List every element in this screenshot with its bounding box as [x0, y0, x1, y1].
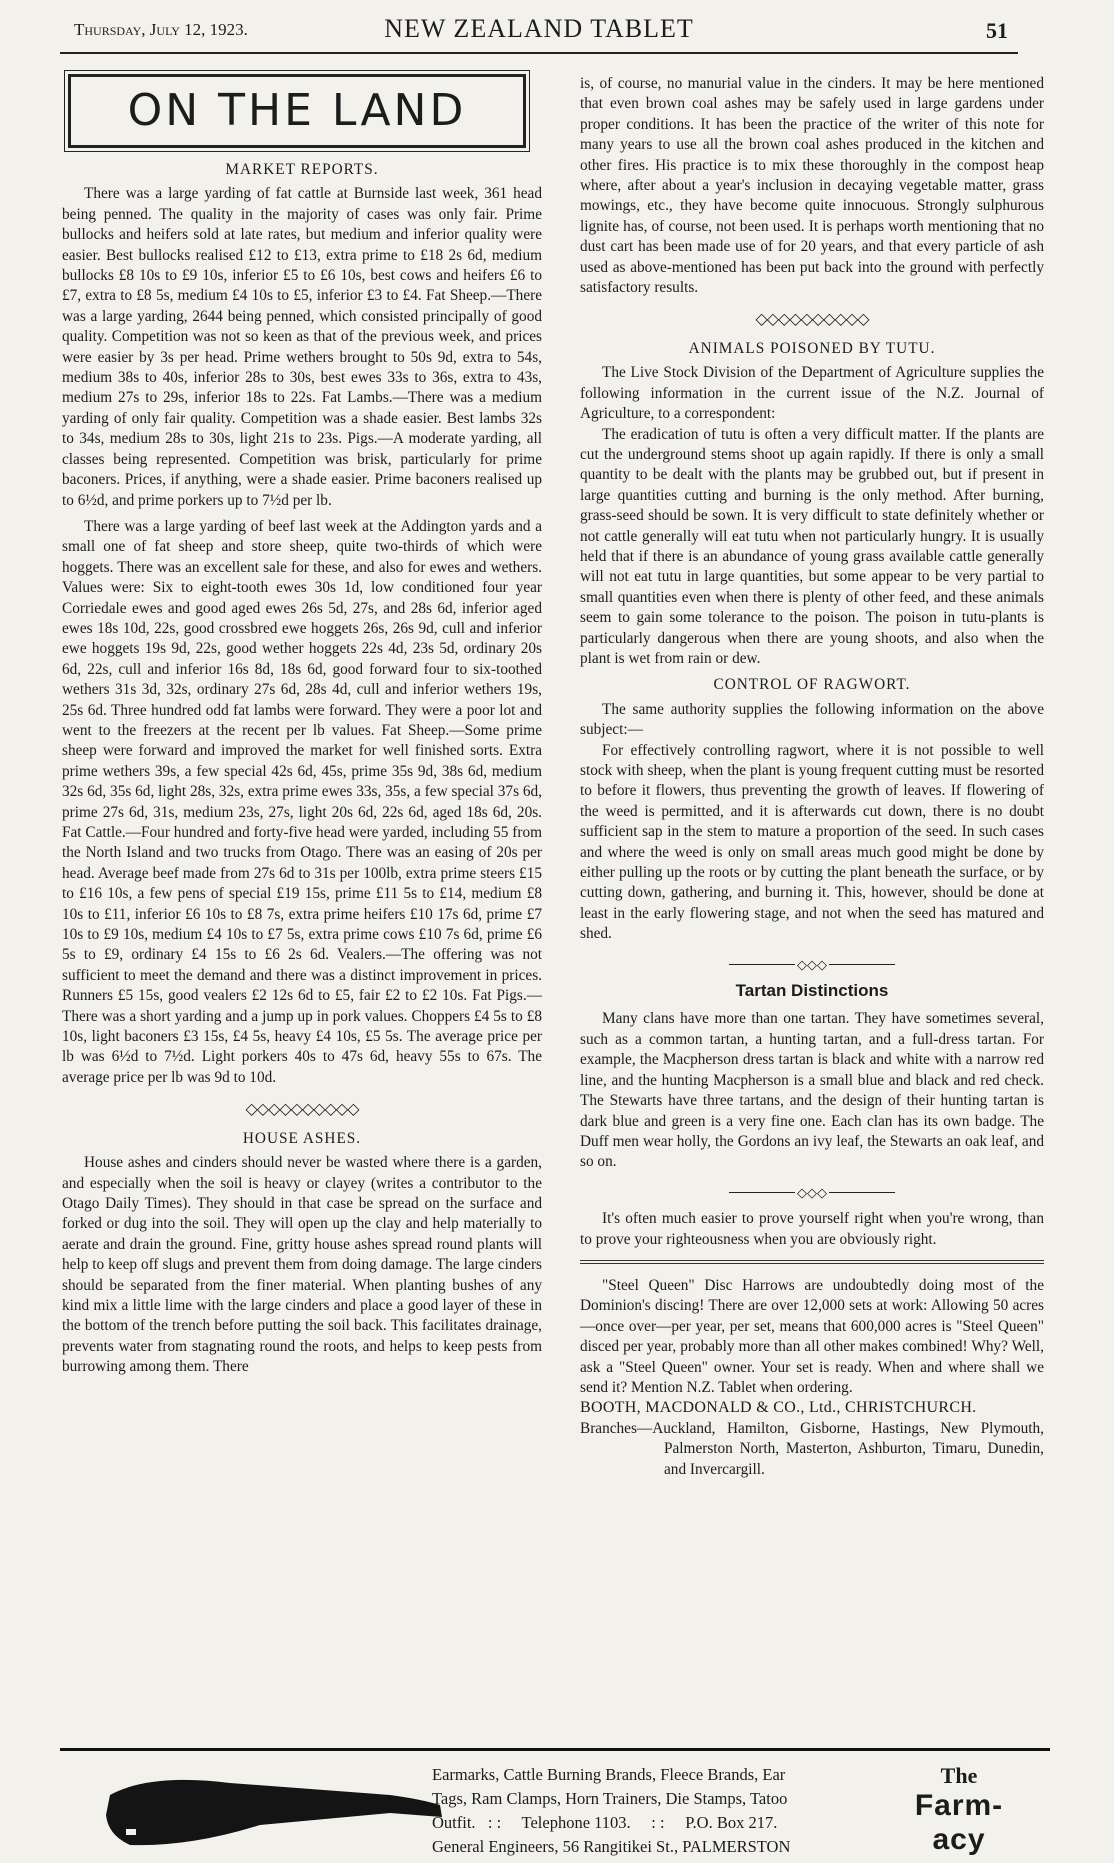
tartan-paragraph: Many clans have more than one tartan. They have sometimes several, such as a common tartan, a hunting tartan, and a full-dress tartan. For example, the Macpherson dress tartan is black and white with a narrow red line, and the hunting Macpherson is a small blue and black and red check. The Stewarts have three tartans, and the design of their hunting tartan is dark blue and green is a very fine one. Each clan has its own badge. The Duff men wear holly, the Gordons an ivy leaf, the Stewarts an oak leaf, and so on.: [580, 1010, 1044, 1171]
branding-iron-illustration: [90, 1765, 450, 1855]
ragwort-intro-paragraph: The same authority supplies the following information on the above subject:—: [580, 700, 1044, 739]
diamond-ornament: ◇◇◇◇◇◇◇◇◇◇: [755, 311, 869, 329]
logo-farmacy: Farm-acy: [914, 1789, 1004, 1856]
advert-line: Earmarks, Cattle Burning Brands, Fleece Brands, Ear: [432, 1765, 786, 1784]
publication-title: NEW ZEALAND TABLET: [384, 14, 694, 43]
advert-branches: Branches—Auckland, Hamilton, Gisborne, Hastings, New Plymouth, Palmerston North, Masterton, Ashburton, Timaru, Dunedin, and Invercargill.: [580, 1419, 1044, 1478]
market-paragraph-burnside: There was a large yarding of fat cattle at Burnside last week, 361 head being penned. The quality in the majority of cases was only fair. Prime bullocks and heifers sold at late rates, but medium and inferior quality were easier. Best bullocks realised £12 to £13, extra prime to £18 2s 6d, medium bullocks £8 10s to £9 10s, inferior £5 to £6 10s, best cows and heifers £6 to £7, extra to £8 5s, medium £4 10s to £5, inferior £3 to £4. Fat Sheep.—There was a large yarding, 2644 being penned, which consisted principally of good quality. Competition was not so keen as that of the previous week, and prices were easier by 3s per head. Prime wethers brought to 50s 9d, extra to 54s, medium 38s to 40s, inferior 28s to 30s, best ewes 33s to 36s, extra to 43s, medium 27s to 29s, inferior 18s to 22s. Fat Lambs.—There was a medium yarding of only fair quality. Competition was a shade easier. Best lambs 32s to 34s, medium 28s to 30s, light 21s to 23s. Pigs.—A moderate yarding, all classes being represented. Competition was brisk, particularly for prime baconers. Prices, if anything, were a shade easier. Prime baconers realised up to 6½d, and prime porkers up to 7½d per lb.: [62, 185, 542, 509]
advert-line: General Engineers, 56 Rangitikei St., PALMERSTON: [432, 1837, 791, 1856]
steel-queen-advert: [580, 1276, 1044, 1480]
advert-paragraph: "Steel Queen" Disc Harrows are undoubtedly doing most of the Dominion's discing! There are over 12,000 sets at work: Allowing 50 acres—once over—per year, per set, means that 600,000 acres is "Steel Queen" disced per year, probably more than all other makes combined! Why? Well, ask a "Steel Queen" owner. Your set is ready. When and where shall we send it? Mention N.Z. Tablet when ordering.: [580, 1276, 1044, 1396]
tutu-intro-paragraph: The Live Stock Division of the Department of Agriculture supplies the following information in the current issue of the N.Z. Journal of Agriculture, to a correspondent:: [580, 364, 1044, 423]
advert-line: Outfit. : : Telephone 1103. : : P.O. Box 217.: [432, 1813, 778, 1832]
right-column: [580, 74, 1044, 1480]
house-ashes-paragraph: House ashes and cinders should never be wasted where there is a garden, and especially when the soil is heavy or clayey (writes a contributor to the Otago Daily Times). They should in that case be spread on the surface and forked or dug into the soil. They will open up the clay and help materially to aerate and drain the ground. Fine, gritty house ashes spread round plants will help to keep off slugs and prevent them from doing damage. The large cinders should be separated from the finer material. When planting bushes of any kind mix a little lime with the large cinders and place a good layer of these in the bottom of the trench before putting the soil back. This facilitates drainage, prevents water from stagnating round the roots, and helps to keep pests from burrowing among them. There: [62, 1154, 542, 1376]
page-header: [60, 12, 1018, 54]
farmacy-logo: [894, 1763, 1024, 1857]
tutu-heading: ANIMALS POISONED BY TUTU.: [688, 339, 936, 357]
advert-line: Tags, Ram Clamps, Horn Trainers, Die Stamps, Tatoo: [432, 1789, 788, 1808]
tutu-paragraph: The eradication of tutu is often a very difficult matter. If the plants are cut the underground stems shoot up again rapidly. If there is only a small quantity to be dealt with the plants may be grubbed out, but if present in large quantities cutting and burning is the only method. After burning, grass-seed should be sown. It is very difficult to state definitely whether or not cattle generally will eat tutu when not particularly hungry. It is usually held that if there is an abundance of young grass available cattle generally will not eat tutu in large quantities, but some appear to be very partial to small quantities even when there is plenty of other feed, and these animals seem to gain some tolerance to the poison. The poison in tutu-plants is particularly dangerous when there are young shoots, and also when the plant is wet from rain or dew.: [580, 425, 1044, 667]
market-reports-heading: MARKET REPORTS.: [225, 161, 379, 178]
section-banner: ON THE LAND: [68, 74, 526, 148]
quote-paragraph: It's often much easier to prove yourself right when you're wrong, than to prove your righteousness when you are obviously right.: [580, 1210, 1044, 1248]
rule-ornament: ◇◇◇: [580, 1183, 1044, 1203]
advert-text: [432, 1763, 962, 1859]
advert-firm-name: BOOTH, MACDONALD & CO., Ltd., CHRISTCHURCH.: [580, 1399, 977, 1417]
ragwort-heading: CONTROL OF RAGWORT.: [713, 676, 911, 694]
bottom-advert: [60, 1748, 1050, 1863]
left-column: [62, 74, 542, 1378]
double-rule: [580, 1260, 1044, 1264]
tartan-heading: Tartan Distinctions: [735, 981, 889, 1001]
rule-ornament: ◇◇◇: [580, 955, 1044, 975]
issue-date: Thursday, July 12, 1923.: [74, 20, 248, 39]
page-number: 51: [986, 18, 1008, 43]
house-ashes-continued: is, of course, no manurial value in the cinders. It may be here mentioned that even brown coal ashes may be safely used in large gardens under proper conditions. It has been the practice of the writer of this note for many years to use all the brown coal ashes produced in the kitchen and other fires. His practice is to mix these thoroughly in the compost heap where, after about a year's inclusion in decaying vegetable matter, grass mowings, etc., they have become quite innocuous. Strongly sulphurous lignite has, of course, not been used. It is perhaps worth mentioning that no dust cart has been made use of for 20 years, and that every particle of ash used as above-mentioned has been put back into the ground with perfectly satisfactory results.: [580, 75, 1044, 297]
logo-the: The: [940, 1763, 978, 1788]
diamond-ornament: ◇◇◇◇◇◇◇◇◇◇: [245, 1101, 359, 1119]
house-ashes-heading: HOUSE ASHES.: [242, 1129, 362, 1147]
market-paragraph-addington: There was a large yarding of beef last week at the Addington yards and a small one of fat sheep and store sheep, quite two-thirds of which were hoggets. There was an excellent sale for these, and also for ewes and wethers. Values were: Six to eight-tooth ewes 30s 1d, low conditioned four year Corriedale ewes and good aged ewes 26s 5d, 27s, and 28s 6d, inferior aged ewes 18s 10d, 22s, good crossbred ewe hoggets 26s, 26s 9d, cull and inferior ewe hoggets 19s 9d, 22s, good wether hoggets 22s 4d, 23s 5d, ordinary 20s 6d, 22s, cull and inferior 16s 8d, 18s 6d, good forward four to six-toothed wethers 31s 3d, 32s, ordinary 27s 6d, 28s 4d, cull and inferior wethers 19s, 25s 6d. Three hundred odd fat lambs were forward. They were a poor lot and went to the freezers at the recent per lb values. Fat Sheep.—Some prime sheep were forward and improved the market for well finished sorts. Extra prime wethers 39s, a few special 42s 6d, 45s, prime 35s 9d, 38s 6d, medium 32s 6d, 35s 6d, light 28s, 32s, extra prime ewes 33s, 35s, a few special 37s 6d, prime 27s 6d, 31s, medium 23s, 27s, light 20s 6d, 22s 6d, aged 18s 6d, 20s. Fat Cattle.—Four hundred and forty-five head were yarded, including 55 from the North Island and two trucks from Otago. There was an easing of 20s per head. Average beef made from 27s 6d to 31s per 100lb, extra prime steers £15 to £16 10s, a few pens of special £19 15s, prime £11 5s to £14, medium £8 10s to £11, inferior £6 10s to £8 7s, extra prime heifers £10 17s 6d, prime £7 10s to £9 10s, medium £4 10s to £7 5s, extra prime cows £10 7s 6d, prime £6 5s to £9, ordinary £4 15s to £6 2s 6d. Vealers.—The offering was not sufficient to meet the demand and there was a distinct improvement in prices. Runners £5 15s, good vealers £2 12s 6d to £5, fair £2 to £2 10s. Fat Pigs.—There was a short yarding and a jump up in pork values. Choppers £4 5s to £8 10s, light baconers £3 15s, £4 5s, heavy £4 10s, £5 5s. The average price per lb was 6½d to 7½d. Light porkers 40s to 47s 6d, heavy 55s to 67s. The average price per lb was 9d to 10d.: [62, 517, 543, 1086]
ragwort-paragraph: For effectively controlling ragwort, where it is not possible to well stock with sheep, when the plant is young frequent cutting must be resorted to before it flowers, thus preventing the growth of leaves. If flowering of the weed is permitted, and it is afterwards cut down, there is no doubt sufficient sap in the stem to mature a proportion of the seed. In such cases and where the weed is only on small areas much good might be done by either pulling up the roots or by cutting the plant beneath the surface, or by cutting down, gathering, and burning it. This, however, should be done at least in the early flowering stage, and not when the seed has matured and shed.: [580, 741, 1044, 943]
